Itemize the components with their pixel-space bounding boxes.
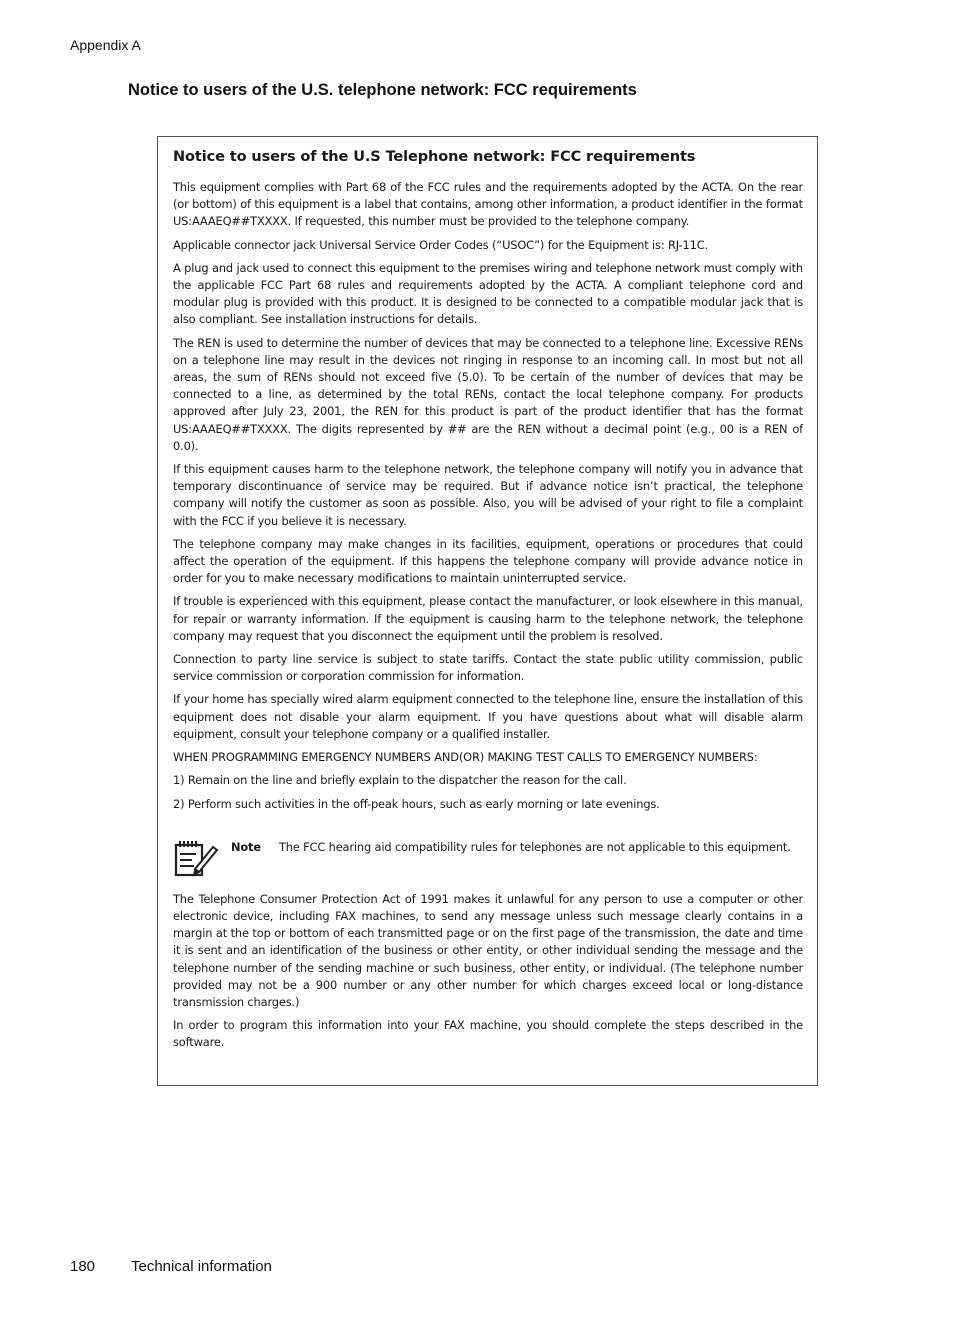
paragraph-emergency-heading: WHEN PROGRAMMING EMERGENCY NUMBERS AND(OR) MAKING TEST CALLS TO EMERGENCY NUMBERS: xyxy=(173,750,758,765)
note-block xyxy=(173,839,803,879)
paragraph-plug-jack: A plug and jack used to connect this equipment to the premises wiring and telephone network must comply with the applicable FCC Part 68 rules and requirements adopted by the ACTA. A compliant telephone cord and modular plug is provided with this product. It is designed to be connected to a compatible modular jack that is also compliant. See installation instructions for details. xyxy=(173,260,803,327)
section-title: Notice to users of the U.S. telephone network: FCC requirements xyxy=(128,81,637,99)
paragraph-usoc: Applicable connector jack Universal Service Order Codes (“USOC”) for the Equipment is: RJ-11C. xyxy=(173,237,708,252)
fcc-notice-box xyxy=(157,136,818,1086)
paragraph-party-line: Connection to party line service is subject to state tariffs. Contact the state public utility commission, public service commission or corporation commission for information. xyxy=(173,652,803,684)
paragraph-part68: This equipment complies with Part 68 of the FCC rules and the requirements adopted by the ACTA. On the rear (or bottom) of this equipment is a label that contains, among other information, a product identifier in the format US:AAAEQ##TXXXX. If requested, this number must be provided to the telephone company. xyxy=(173,180,803,229)
running-head: Appendix A xyxy=(70,37,141,53)
page-number: 180 xyxy=(70,1258,96,1275)
paragraph-ren: The REN is used to determine the number of devices that may be connected to a telephone line. Excessive RENs on a telephone line may result in the devices not ringing in response to an incoming call. In most but not all areas, the sum of RENs should not exceed five (5.0). To be certain of the number of devices that may be connected to a line, as determined by the total RENs, contact the local telephone company. For products approved after July 23, 2001, the REN for this product is part of the product identifier that has the format US:AAAEQ##TXXXX. The digits represented by ## are the REN without a decimal point (e.g., 00 is a REN of 0.0). xyxy=(173,335,803,453)
paragraph-tcpa: The Telephone Consumer Protection Act of 1991 makes it unlawful for any person to use a computer or other electronic device, including FAX machines, to send any message unless such message clearly contains in a margin at the top or bottom of each transmitted page or on the first page of the transmission, the date and time it is sent and an identification of the business or other entity, or other individual sending the message and the telephone number of the sending machine or such business, other entity, or individual. (The telephone number provided may not be a 900 number or any other number for which charges exceed local or long-distance transmission charges.) xyxy=(173,891,803,1009)
note-label: Note xyxy=(231,839,261,854)
note-pencil-icon xyxy=(173,839,219,879)
footer-section-title: Technical information xyxy=(131,1258,272,1275)
paragraph-alarm: If your home has specially wired alarm equipment connected to the telephone line, ensure the installation of this equipment does not disable your alarm equipment. If you have questions about what will disable alarm equipment, consult your telephone company or a qualified installer. xyxy=(173,692,803,741)
note-text xyxy=(231,839,791,856)
paragraph-harm: If this equipment causes harm to the telephone network, the telephone company will notify you in advance that temporary discontinuance of service may be required. But if advance notice isn’t practical, the telephone company will notify the customer as soon as possible. Also, you will be advised of your right to file a complaint with the FCC if you believe it is necessary. xyxy=(173,462,803,528)
paragraph-step-1: 1) Remain on the line and briefly explain to the dispatcher the reason for the call. xyxy=(173,773,627,788)
paragraph-fax-program: In order to program this information into your FAX machine, you should complete the steps described in the software. xyxy=(173,1018,803,1050)
paragraph-step-2: 2) Perform such activities in the off-peak hours, such as early morning or late evenings. xyxy=(173,796,660,811)
paragraph-changes: The telephone company may make changes in its facilities, equipment, operations or procedures that could affect the operation of the equipment. If this happens the telephone company will provide advance notice in order for you to make necessary modifications to maintain uninterrupted service. xyxy=(173,536,803,586)
paragraph-trouble: If trouble is experienced with this equipment, please contact the manufacturer, or look elsewhere in this manual, for repair or warranty information. If the equipment is causing harm to the telephone network, the telephone company may request that you disconnect the equipment until the problem is resolved. xyxy=(173,594,803,643)
notice-title: Notice to users of the U.S Telephone network: FCC requirements xyxy=(173,149,696,165)
note-body: The FCC hearing aid compatibility rules for telephones are not applicable to this equipment. xyxy=(278,839,791,854)
